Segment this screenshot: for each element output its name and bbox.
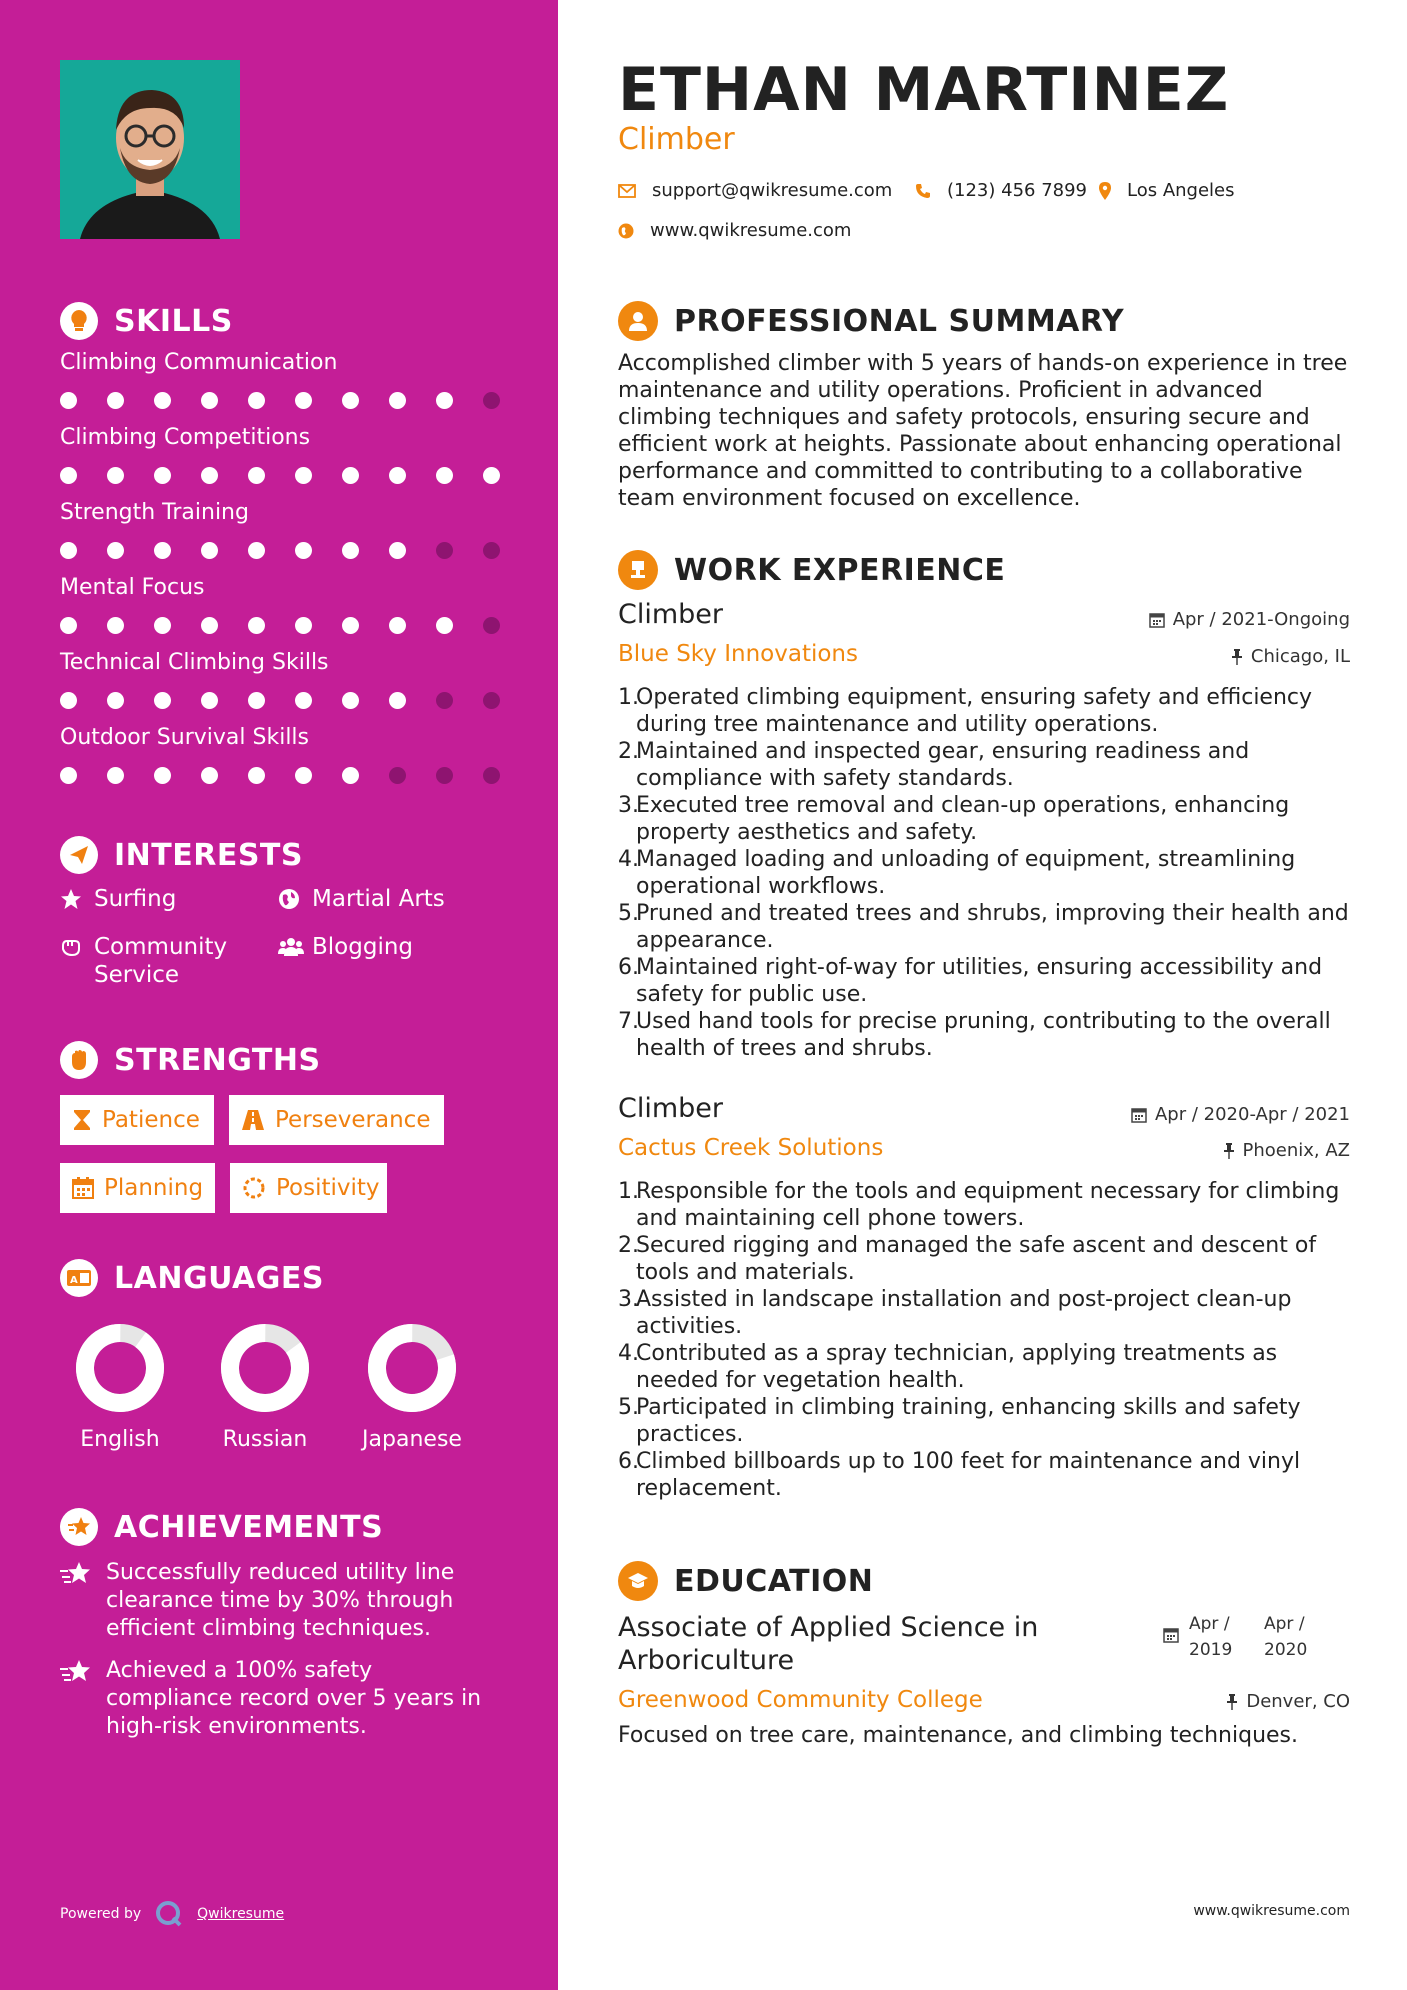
duty-text: Maintained right-of-way for utilities, ensuring accessibility and safety for public use. (636, 955, 1323, 1007)
skill-dot-empty (436, 542, 453, 559)
duty-number: 4. (618, 847, 639, 872)
qwikresume-link[interactable]: Qwikresume (197, 1906, 285, 1922)
language-item (205, 1323, 325, 1452)
skill-dot-empty (436, 767, 453, 784)
skill-dot-filled (342, 692, 359, 709)
footer-website[interactable]: www.qwikresume.com (1193, 1903, 1350, 1919)
skill-dot-empty (483, 392, 500, 409)
calendar-icon (1149, 612, 1165, 628)
duty-item (618, 1232, 1358, 1286)
skill-dot-empty (483, 767, 500, 784)
duty-text: Used hand tools for precise pruning, contributing to the overall health of trees and shrubs. (636, 1009, 1331, 1061)
skill-level-dots (60, 392, 530, 409)
skill-dot-filled (60, 767, 77, 784)
user-icon (618, 301, 658, 341)
contact-website[interactable]: www.qwikresume.com (618, 220, 851, 241)
skill-dot-filled (60, 467, 77, 484)
contact-phone[interactable]: (123) 456 7899 (915, 180, 1087, 201)
skill-dot-filled (107, 542, 124, 559)
pushpin-icon (1231, 649, 1243, 665)
duty-text: Responsible for the tools and equipment necessary for climbing and maintaining cell phone towers. (636, 1179, 1340, 1231)
language-donut (367, 1323, 457, 1413)
language-icon (60, 1259, 98, 1297)
skill-dot-filled (201, 542, 218, 559)
interest-item: Community Service (60, 933, 234, 989)
duty-text: Participated in climbing training, enhancing skills and safety practices. (636, 1395, 1301, 1447)
duty-number: 1. (618, 1179, 639, 1204)
phone-icon (915, 183, 931, 199)
strength-chip: Planning (60, 1163, 215, 1213)
strength-chip: Perseverance (229, 1095, 444, 1145)
achievement-item: Achieved a 100% safety compliance record over 5 years in high-risk environments. (60, 1657, 500, 1741)
language-label: Japanese (362, 1427, 462, 1452)
achievements-heading (60, 1508, 383, 1546)
duty-text: Maintained and inspected gear, ensuring readiness and compliance with safety standards. (636, 739, 1250, 791)
skills-title: SKILLS (114, 303, 233, 339)
graduation-cap-icon (618, 1561, 658, 1601)
contact-email[interactable]: support@qwikresume.com (618, 180, 892, 201)
job-location: Chicago, IL (1231, 646, 1350, 667)
strength-chip: Positivity (230, 1163, 387, 1213)
skill-dot-empty (436, 692, 453, 709)
skill-dot-filled (60, 617, 77, 634)
job-title: Climber (618, 1093, 724, 1124)
education-end-date: Apr / 2020 (1264, 1614, 1308, 1660)
skill-dot-filled (436, 467, 453, 484)
duty-item (618, 1394, 1358, 1448)
skill-dot-filled (389, 692, 406, 709)
circle-notch-icon (242, 1176, 266, 1200)
summary-title: PROFESSIONAL SUMMARY (674, 303, 1125, 339)
strengths-heading (60, 1041, 321, 1079)
skill-dot-filled (154, 617, 171, 634)
duty-number: 2. (618, 1233, 639, 1258)
skill-dot-filled (154, 767, 171, 784)
profile-photo (60, 60, 240, 239)
skill-dot-filled (248, 392, 265, 409)
job-dates: Apr / 2020-Apr / 2021 (1131, 1104, 1350, 1125)
skill-level-dots (60, 542, 530, 559)
skill-dot-filled (154, 392, 171, 409)
skill-dot-filled (201, 467, 218, 484)
language-donut (220, 1323, 310, 1413)
skill-dot-filled (436, 392, 453, 409)
duty-number: 5. (618, 901, 639, 926)
language-item (60, 1323, 180, 1452)
skill-name: Outdoor Survival Skills (60, 725, 310, 750)
duty-text: Pruned and treated trees and shrubs, improving their health and appearance. (636, 901, 1349, 953)
skill-dot-empty (483, 692, 500, 709)
interest-item: Surfing (60, 885, 176, 917)
skill-dot-filled (342, 767, 359, 784)
skill-dot-filled (201, 692, 218, 709)
skill-dot-filled (295, 467, 312, 484)
duty-text: Assisted in landscape installation and post-project clean-up activities. (636, 1287, 1292, 1339)
skill-dot-filled (389, 467, 406, 484)
interests-heading (60, 836, 303, 874)
skill-dot-filled (248, 467, 265, 484)
duty-number: 4. (618, 1341, 639, 1366)
skill-dot-filled (342, 542, 359, 559)
skill-dot-filled (154, 542, 171, 559)
duty-number: 1. (618, 685, 639, 710)
skill-dot-filled (295, 692, 312, 709)
pushpin-icon (1226, 1694, 1238, 1710)
skill-dot-filled (107, 692, 124, 709)
skill-dot-filled (107, 392, 124, 409)
education-description: Focused on tree care, maintenance, and climbing techniques. (618, 1723, 1299, 1748)
skill-name: Climbing Competitions (60, 425, 311, 450)
skill-dot-empty (483, 542, 500, 559)
language-donut-fill (220, 1323, 310, 1413)
skill-dot-filled (60, 392, 77, 409)
skill-dot-filled (389, 617, 406, 634)
envelope-icon (618, 184, 636, 198)
calendar-icon (1131, 1107, 1147, 1123)
skill-dot-empty (483, 617, 500, 634)
skill-dot-filled (107, 467, 124, 484)
skill-dot-filled (483, 467, 500, 484)
skill-dot-filled (295, 617, 312, 634)
skill-level-dots (60, 467, 530, 484)
pushpin-icon (1223, 1143, 1235, 1159)
road-icon (241, 1110, 265, 1130)
duty-number: 6. (618, 955, 639, 980)
interest-item: Martial Arts (278, 885, 445, 917)
svg-text:A: A (70, 1275, 78, 1286)
duty-item (618, 1340, 1358, 1394)
skill-dot-empty (389, 767, 406, 784)
education-location: Denver, CO (1226, 1691, 1350, 1712)
duty-item (618, 792, 1358, 846)
skill-level-dots (60, 767, 530, 784)
language-label: Russian (222, 1427, 308, 1452)
duty-number: 5. (618, 1395, 639, 1420)
skill-dot-filled (342, 617, 359, 634)
strength-chip: Patience (60, 1095, 214, 1145)
strengths-title: STRENGTHS (114, 1042, 321, 1078)
skill-dot-filled (201, 617, 218, 634)
duty-number: 2. (618, 739, 639, 764)
language-donut-fill (75, 1323, 165, 1413)
job-company: Cactus Creek Solutions (618, 1135, 884, 1161)
skill-dot-filled (342, 467, 359, 484)
skill-dot-filled (107, 767, 124, 784)
candidate-name: ETHAN MARTINEZ (618, 55, 1230, 125)
skill-dot-filled (342, 392, 359, 409)
duty-item (618, 738, 1358, 792)
duty-text: Secured rigging and managed the safe ascent and descent of tools and materials. (636, 1233, 1317, 1285)
skill-dot-filled (295, 767, 312, 784)
education-heading (618, 1561, 873, 1601)
duty-item (618, 684, 1358, 738)
language-label: English (80, 1427, 160, 1452)
language-donut (75, 1323, 165, 1413)
duty-number: 3. (618, 793, 639, 818)
skill-name: Climbing Communication (60, 350, 338, 375)
trophy-star-icon (60, 1508, 98, 1546)
skill-dot-filled (154, 467, 171, 484)
skill-dot-filled (201, 767, 218, 784)
skill-dot-filled (154, 692, 171, 709)
globe-icon (278, 888, 300, 917)
achievement-item: Successfully reduced utility line clearance time by 30% through efficient climbing techniques. (60, 1559, 500, 1643)
duty-item (618, 1178, 1358, 1232)
achievements-title: ACHIEVEMENTS (114, 1509, 384, 1545)
skill-level-dots (60, 692, 530, 709)
skill-name: Mental Focus (60, 575, 205, 600)
skill-dot-filled (248, 692, 265, 709)
job-title: Climber (618, 599, 724, 630)
duty-number: 6. (618, 1449, 639, 1474)
interest-item: Blogging (278, 933, 413, 965)
summary-text: Accomplished climber with 5 years of hands-on experience in tree maintenance and utility operations. Proficient in advanced climbing techniques and safety protocols, ensuring secure and efficient work at heights. Passionate about enhancing operational performance and committed to contributing to a collaborative team environment focused on excellence. (618, 351, 1348, 511)
job-company: Blue Sky Innovations (618, 641, 858, 667)
job-location: Phoenix, AZ (1223, 1140, 1351, 1161)
job-duties-list (618, 1178, 1358, 1502)
skill-dot-filled (107, 617, 124, 634)
qwikresume-logo-icon (155, 1900, 183, 1928)
shooting-star-icon (60, 1559, 92, 1643)
skill-dot-filled (248, 542, 265, 559)
users-icon (278, 936, 300, 965)
education-degree: Associate of Applied Science in Arboriculture (618, 1612, 1039, 1676)
calendar-icon (1163, 1627, 1179, 1647)
job-duties-list (618, 684, 1358, 1062)
candidate-role: Climber (618, 122, 735, 157)
duty-number: 7. (618, 1009, 639, 1034)
language-item (352, 1323, 472, 1452)
duty-text: Climbed billboards up to 100 feet for maintenance and vinyl replacement. (636, 1449, 1301, 1501)
duty-item (618, 846, 1358, 900)
map-marker-icon (1099, 182, 1111, 200)
duty-text: Executed tree removal and clean-up operations, enhancing property aesthetics and safety. (636, 793, 1290, 845)
skill-dot-filled (248, 767, 265, 784)
hourglass-icon (72, 1109, 92, 1131)
duty-item (618, 900, 1358, 954)
languages-title: LANGUAGES (114, 1260, 324, 1296)
duty-text: Managed loading and unloading of equipment, streamlining operational workflows. (636, 847, 1296, 899)
skill-dot-filled (60, 542, 77, 559)
duty-text: Contributed as a spray technician, applying treatments as needed for vegetation health. (636, 1341, 1278, 1393)
education-school: Greenwood Community College (618, 1687, 983, 1713)
skill-dot-filled (60, 692, 77, 709)
interests-title: INTERESTS (114, 837, 303, 873)
skill-dot-filled (201, 392, 218, 409)
skill-dot-filled (295, 392, 312, 409)
duty-item (618, 1448, 1358, 1502)
powered-by: Powered by Qwikresume (60, 1900, 284, 1928)
fist-icon (60, 1041, 98, 1079)
duty-text: Operated climbing equipment, ensuring safety and efficiency during tree maintenance and utility operations. (636, 685, 1313, 737)
duty-item (618, 954, 1358, 1008)
skill-dot-filled (248, 617, 265, 634)
skill-dot-filled (295, 542, 312, 559)
education-title: EDUCATION (674, 1563, 874, 1599)
contact-location: Los Angeles (1099, 180, 1235, 201)
skills-heading (60, 302, 233, 340)
briefcase-icon (618, 550, 658, 590)
skill-dot-filled (389, 542, 406, 559)
main-content (558, 0, 1407, 1990)
paper-plane-icon (60, 836, 98, 874)
shooting-star-icon (60, 1657, 92, 1741)
sidebar (0, 0, 558, 1990)
star-icon (60, 888, 82, 917)
globe-icon (618, 223, 634, 239)
experience-title: WORK EXPERIENCE (674, 552, 1006, 588)
education-start-date: Apr / 2019 (1189, 1614, 1233, 1660)
summary-heading (618, 301, 1124, 341)
experience-heading (618, 550, 1005, 590)
job-dates: Apr / 2021-Ongoing (1149, 609, 1350, 630)
languages-heading (60, 1259, 324, 1297)
calendar-icon (72, 1177, 94, 1199)
lightbulb-icon (60, 302, 98, 340)
skill-level-dots (60, 617, 530, 634)
duty-item (618, 1286, 1358, 1340)
skill-dot-filled (436, 617, 453, 634)
duty-item (618, 1008, 1358, 1062)
duty-number: 3. (618, 1287, 639, 1312)
skill-name: Technical Climbing Skills (60, 650, 329, 675)
skill-name: Strength Training (60, 500, 249, 525)
skill-dot-filled (389, 392, 406, 409)
hand-icon (60, 936, 82, 965)
